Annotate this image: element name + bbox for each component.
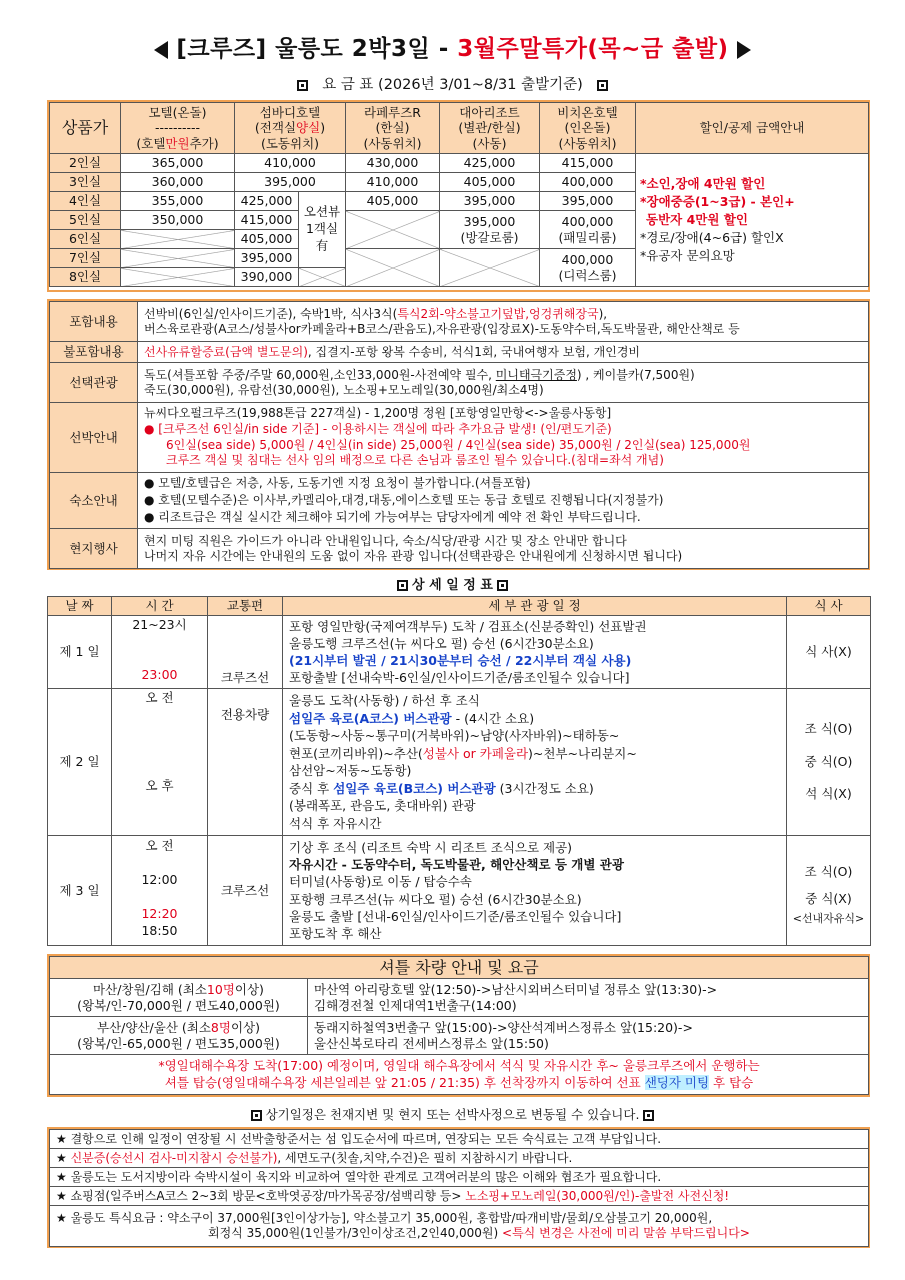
- title-highlight: 3월주말특가(목~금 출발): [457, 36, 729, 62]
- day-times: 오 전 오 후: [112, 689, 208, 836]
- row-label: 8인실: [50, 268, 121, 287]
- price-cell: 395,000: [440, 192, 540, 211]
- row-label: 2인실: [50, 154, 121, 173]
- price-cell: 400,000: [540, 173, 636, 192]
- shuttle-route: 동래지하철역3번출구 앞(15:00)->양산석계버스정류소 앞(15:20)-> 울산신복로타리 전세버스정류소 앞(15:50): [308, 1017, 869, 1055]
- day-label: 제 2 일: [48, 689, 112, 836]
- local-text: 현지 미팅 직원은 가이드가 아니라 안내원입니다, 숙소/식당/관광 시간 및 장소 안내만 합니다 나머지 자유 시간에는 안내원의 도움 없이 자유 관광 입니다(선택관광은 안내원에게 신청하시면 됩니다): [138, 529, 869, 569]
- triangle-right-icon: [737, 41, 751, 59]
- shuttle-table: [49, 956, 869, 1095]
- square-icon: [397, 580, 408, 591]
- include-label: 포함내용: [50, 302, 138, 342]
- day-label: 제 3 일: [48, 836, 112, 946]
- col-laperouse: 라페루즈R (한실) (사동위치): [346, 103, 440, 154]
- note-item: ★ 쇼핑점(일주버스A코스 2~3회 방문<호박엿공장/마가목공장/섬백리향 등> 노소핑+모노레일(30,000원/인)-출발전 사전신청!: [50, 1187, 869, 1206]
- shuttle-title: 셔틀 차량 안내 및 요금: [50, 957, 869, 979]
- price-cell: 365,000: [121, 154, 235, 173]
- col-daea: 대아리조트 (별관/한실) (사동): [440, 103, 540, 154]
- daea-bungalow: 395,000 (방갈로룸): [440, 211, 540, 249]
- note-item: ★ 울릉도는 도서지방이라 숙박시설이 육지와 비교하여 열악한 관계로 고객여러분의 많은 이해와 협조가 필요합니다.: [50, 1168, 869, 1187]
- price-cell: 405,000: [235, 230, 299, 249]
- schedule-caption-text: 상 세 일 정 표: [412, 578, 493, 593]
- note-item: ★ 신분증(승선시 검사-미지참시 승선불가), 세면도구(칫솔,치약,수건)은 필히 지참하시기 바랍니다.: [50, 1149, 869, 1168]
- ship-label: 선박안내: [50, 403, 138, 473]
- col-discount: 할인/공제 금액안내: [636, 103, 869, 154]
- day-label: 제 1 일: [48, 616, 112, 689]
- price-cell: 410,000: [346, 173, 440, 192]
- day-transport: 전용차량: [208, 689, 283, 836]
- title-prefix: [크루즈] 울릉도 2박3일 -: [176, 36, 449, 62]
- optional-label: 선택관광: [50, 363, 138, 403]
- row-label: 3인실: [50, 173, 121, 192]
- include-text: 선박비(6인실/인사이드기준), 숙박1박, 식사3식(특식2회-약소불고기덮밥,엉겅퀴해장국), 버스육로관광(A코스/성불사or카페울라+B코스/관음도),자유관광(입장료X)-도동약수터,독도박물관, 해안산책로 등: [138, 302, 869, 342]
- empty-cell: [121, 268, 235, 287]
- price-caption: [0, 73, 905, 94]
- discount-info: *소인,장애 4만원 할인 *장애중증(1~3급) - 본인+ 동반자 4만원 할인 *경로/장애(4~6급) 할인X *유공자 문의요망: [636, 154, 869, 287]
- row-label: 4인실: [50, 192, 121, 211]
- col-meal: 식 사: [787, 597, 871, 616]
- day-transport: 크루즈선: [208, 836, 283, 946]
- price-cell: 405,000: [440, 173, 540, 192]
- optional-text: 독도(셔틀포함 주중/주말 60,000원,소인33,000원-사전예약 필수, 미니태극기증정) , 케이블카(7,500원) 죽도(30,000원), 유람선(30,000원), 노소핑+모노레일(30,000원/최소4명): [138, 363, 869, 403]
- ocean-view-note: 오션뷰 1객실 有: [299, 192, 346, 268]
- notes-table: [49, 1129, 869, 1247]
- col-motel: 모텔(온돌) ---------- (호텔만원추가): [121, 103, 235, 154]
- row-label: 5인실: [50, 211, 121, 230]
- square-icon: [497, 580, 508, 591]
- stay-text: ● 모텔/호텔급은 저층, 사동, 도동기엔 지정 요청이 불가합니다.(셔틀포함) ● 호텔(모텔수준)은 이사부,카멜리아,대경,대동,에이스호텔 또는 동급 호텔로 진행됩니다(지정불가) ● 리조트급은 객실 실시간 체크해야 되기에 가능여부는 담당자에게 예약 전 확인 부탁드립니다.: [138, 473, 869, 529]
- shuttle-region: 부산/양산/울산 (최소8명이상) (왕복/인-65,000원 / 편도35,000원): [50, 1017, 308, 1055]
- col-detail: 세 부 관 광 일 정: [283, 597, 787, 616]
- price-cell: 415,000: [235, 211, 299, 230]
- ship-text: 뉴씨다오펄크루즈(19,988톤급 227객실) - 1,200명 정원 [포항영일만항<->울릉사동항] ● [크루즈선 6인실/in side 기준] - 이용하시는 객실에 따라 추가요금 발생! (인/편도기준) 6인실(sea side) 5,000원 / 4인실(in side) 25,000원 / 4인실(sea side) 35,000원 / 2인실(sea) 125,000원 크루즈 객실 및 침대는 선사 임의 배정으로 다른 손님과 룸조인 될수 있습니다.(침대=좌석 개념): [138, 403, 869, 473]
- day-meal: 조 식(O) 중 식(O) 석 식(X): [787, 689, 871, 836]
- empty-cell: [121, 249, 235, 268]
- col-bichion: 비치온호텔 (인온돌) (사동위치): [540, 103, 636, 154]
- shuttle-route: 마산역 아리랑호텔 앞(12:50)->남산시외버스터미널 정류소 앞(13:30)-> 김해경전철 인제대역1번출구(14:00): [308, 979, 869, 1017]
- note-item: ★ 결항으로 인해 일정이 연장될 시 선박출항준서는 섬 입도순서에 따르며, 연장되는 모든 숙식료는 고객 부담입니다.: [50, 1130, 869, 1149]
- square-icon: [597, 80, 608, 91]
- bichi-family: 400,000 (패밀리룸): [540, 211, 636, 249]
- price-cell: 395,000: [235, 173, 346, 192]
- price-cell: 430,000: [346, 154, 440, 173]
- price-cell: 355,000: [121, 192, 235, 211]
- empty-cell: [299, 268, 346, 287]
- empty-cell: [121, 230, 235, 249]
- bichi-deluxe: 400,000 (디럭스룸): [540, 249, 636, 287]
- schedule-table: [47, 596, 871, 946]
- price-cell: 395,000: [235, 249, 299, 268]
- info-table: [49, 301, 869, 569]
- empty-cell: [346, 211, 440, 249]
- day-detail: 울릉도 도착(사동항) / 하선 후 조식 섬일주 육로(A코스) 버스관광 - (4시간 소요) (도동항~사동~통구미(거북바위)~남양(사자바위)~태하동~ 현포(코끼리바위)~추산(성불사 or 카페울라)~천부~나리분지~ 삼선암~저동~도동항) 중식 후 섬일주 육로(B코스) 버스관광 (3시간정도 소요) (봉래폭포, 관음도, 촛대바위) 관광 석식 후 자유시간: [283, 689, 787, 836]
- shuttle-region: 마산/창원/김해 (최소10명이상) (왕복/인-70,000원 / 편도40,000원): [50, 979, 308, 1017]
- price-cell: 390,000: [235, 268, 299, 287]
- schedule-caption: [0, 574, 905, 593]
- change-note-text: 상기일정은 천재지변 및 현지 또는 선박사정으로 변동될 수 있습니다.: [265, 1107, 640, 1122]
- exclude-text: 선사유류할증료(금액 별도문의), 집결지-포항 왕복 수송비, 석식1회, 국내여행자 보험, 개인경비: [138, 342, 869, 363]
- row-label: 6인실: [50, 230, 121, 249]
- day-detail: 포항 영일만항(국제여객부두) 도착 / 검표소(신분증확인) 선표발권 울릉도행 크루즈선(뉴 씨다오 펄) 승선 (6시간30분소요) (21시부터 발권 / 21시30분부터 승선 / 22시부터 객실 사용) 포항출발 [선내숙박-6인실/인사이드기준/룸조인될수 있습니다]: [283, 616, 787, 689]
- col-seombody: 섬바디호텔 (전객실양실) (도동위치): [235, 103, 346, 154]
- price-table: [49, 102, 869, 287]
- price-cell: 425,000: [235, 192, 299, 211]
- shuttle-note: *영일대해수욕장 도착(17:00) 예정이며, 영일대 해수욕장에서 석식 및 자유시간 후~ 울릉크루즈에서 운행하는 셔틀 탑승(영일대해수욕장 세븐일레븐 앞 21:05 / 21:35) 후 선착장까지 이동하여 선표 샌딩자 미팅 후 탑승: [50, 1055, 869, 1095]
- price-cell: 350,000: [121, 211, 235, 230]
- note-item: ★ 울릉도 특식요금 : 약소구이 37,000원[3인이상가능], 약소불고기 35,000원, 홍합밥/따개비밥/물회/오삼불고기 20,000원, 회정식 35,000원(1인불가/3인이상조건,2인40,000원) <특식 변경은 사전에 미리 말씀 부탁드립니다>: [50, 1206, 869, 1247]
- col-time: 시 간: [112, 597, 208, 616]
- triangle-left-icon: [154, 41, 168, 59]
- exclude-label: 불포함내용: [50, 342, 138, 363]
- price-cell: 425,000: [440, 154, 540, 173]
- day-times: 21~23시 23:00: [112, 616, 208, 689]
- day-times: 오 전 12:00 12:20 18:50: [112, 836, 208, 946]
- price-cell: 360,000: [121, 173, 235, 192]
- empty-cell: [440, 249, 540, 287]
- price-cell: 410,000: [235, 154, 346, 173]
- square-icon: [297, 80, 308, 91]
- day-meal: 식 사(X): [787, 616, 871, 689]
- day-detail: 기상 후 조식 (리조트 숙박 시 리조트 조식으로 제공) 자유시간 - 도동약수터, 독도박물관, 해안산책로 등 개별 관광 터미널(사동항)로 이동 / 탑승수속 포항행 크루즈선(뉴 씨다오 펄) 승선 (6시간30분소요) 울릉도 출발 [선내-6인실/인사이드기준/룸조인될수 있습니다] 포항도착 후 해산: [283, 836, 787, 946]
- price-cell: 415,000: [540, 154, 636, 173]
- price-caption-text: 요 금 표 (2026년 3/01~8/31 출발기준): [322, 77, 583, 93]
- square-icon: [251, 1110, 262, 1121]
- col-day: 날 짜: [48, 597, 112, 616]
- stay-label: 숙소안내: [50, 473, 138, 529]
- page-title: [0, 30, 905, 63]
- day-transport: 크루즈선: [208, 616, 283, 689]
- local-label: 현지행사: [50, 529, 138, 569]
- empty-cell: [346, 249, 440, 287]
- price-cell: 395,000: [540, 192, 636, 211]
- square-icon: [643, 1110, 654, 1121]
- change-note: [0, 1105, 905, 1123]
- row-label: 7인실: [50, 249, 121, 268]
- col-product: 상품가: [50, 103, 121, 154]
- col-transport: 교통편: [208, 597, 283, 616]
- price-cell: 405,000: [346, 192, 440, 211]
- day-meal: 조 식(O) 중 식(X) <선내자유식>: [787, 836, 871, 946]
